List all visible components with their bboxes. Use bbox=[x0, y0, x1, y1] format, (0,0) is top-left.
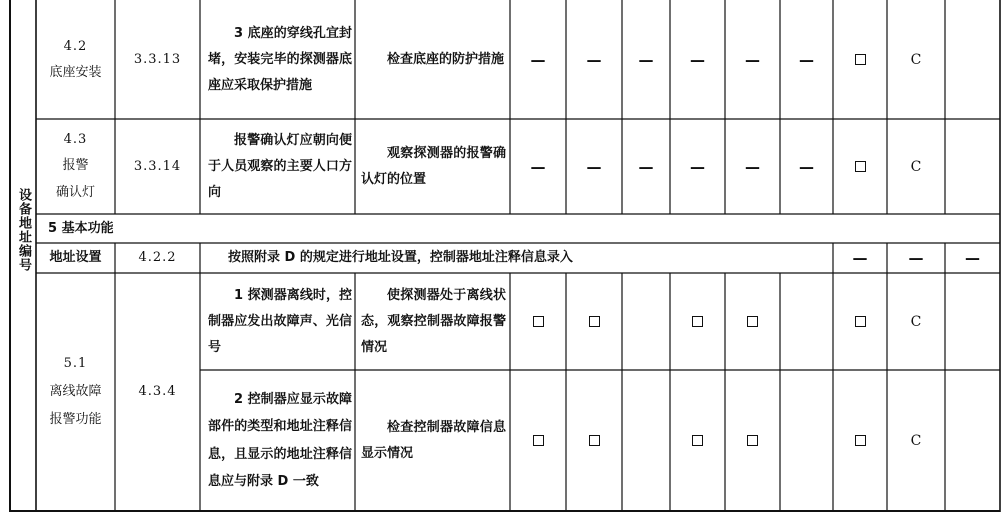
method-cell bbox=[355, 119, 510, 214]
section-header-basic-function: 5 基本功能 bbox=[48, 220, 114, 236]
checkbox-icon[interactable] bbox=[855, 54, 866, 65]
category-cell: C bbox=[910, 313, 922, 330]
result-cell: — bbox=[852, 249, 868, 267]
checkbox-icon[interactable] bbox=[747, 316, 758, 327]
checkbox-icon[interactable] bbox=[747, 435, 758, 446]
item-name-line1: 报警 bbox=[62, 158, 89, 173]
result-cell: — bbox=[690, 50, 705, 69]
checkbox-icon[interactable] bbox=[692, 435, 703, 446]
judgement-checkbox-cell[interactable] bbox=[833, 370, 887, 511]
judgement-checkbox-cell[interactable] bbox=[833, 273, 887, 370]
requirement-text: 2 控制器应显示故障部件的类型和地址注释信息，且显示的地址注释信息应与附录 D 一致 bbox=[208, 391, 352, 489]
result-checkbox-cell[interactable] bbox=[725, 273, 780, 370]
clause-cell: 3.3.13 bbox=[133, 51, 182, 67]
clause-cell: 4.2.2 bbox=[138, 250, 177, 265]
item-no: 4.3 bbox=[63, 132, 88, 147]
result-cell: — bbox=[745, 50, 760, 69]
result-checkbox-cell[interactable] bbox=[510, 370, 566, 511]
result-cell: — bbox=[965, 249, 980, 267]
item-cell-offline-fault bbox=[36, 273, 115, 511]
checkbox-icon[interactable] bbox=[692, 316, 703, 327]
result-cell: — bbox=[530, 157, 546, 176]
requirement-text: 1 探测器离线时，控制器应发出故障声、光信号 bbox=[208, 287, 352, 355]
checkbox-icon[interactable] bbox=[855, 316, 866, 327]
method-text: 使探测器处于离线状态，观察控制器故障报警情况 bbox=[361, 287, 506, 355]
result-cell: — bbox=[908, 249, 924, 267]
result-checkbox-cell[interactable] bbox=[566, 273, 622, 370]
item-no: 5.1 bbox=[63, 356, 88, 371]
requirement-cell bbox=[200, 370, 355, 511]
checkbox-icon[interactable] bbox=[855, 435, 866, 446]
result-cell: — bbox=[690, 157, 705, 176]
item-name-line2: 报警功能 bbox=[49, 412, 102, 427]
item-name-line1: 离线故障 bbox=[49, 384, 102, 399]
item-name-line2: 确认灯 bbox=[55, 185, 95, 200]
result-cell: — bbox=[799, 50, 814, 69]
method-text: 观察探测器的报警确认灯的位置 bbox=[361, 145, 506, 187]
method-text: 检查底座的防护措施 bbox=[387, 51, 505, 67]
result-cell: — bbox=[638, 50, 654, 69]
category-cell: C bbox=[910, 51, 922, 68]
result-cell: — bbox=[586, 157, 602, 176]
requirement-text: 3 底座的穿线孔宜封堵，安装完毕的探测器底座应采取保护措施 bbox=[208, 25, 352, 93]
judgement-checkbox-cell[interactable] bbox=[833, 0, 887, 119]
checkbox-icon[interactable] bbox=[589, 316, 600, 327]
checkbox-icon[interactable] bbox=[855, 161, 866, 172]
method-cell bbox=[355, 370, 510, 511]
result-cell: — bbox=[799, 157, 814, 176]
item-cell-alarm-light bbox=[36, 119, 115, 214]
item-name-address: 地址设置 bbox=[49, 250, 102, 265]
requirement-text: 报警确认灯应朝向便于人员观察的主要人口方向 bbox=[208, 132, 352, 200]
category-cell: C bbox=[910, 432, 922, 449]
result-checkbox-cell[interactable] bbox=[510, 273, 566, 370]
result-cell: — bbox=[586, 50, 602, 69]
address-description: 按照附录 D 的规定进行地址设置，控制器地址注释信息录入 bbox=[228, 250, 573, 265]
result-checkbox-cell[interactable] bbox=[670, 273, 725, 370]
result-cell: — bbox=[530, 50, 546, 69]
item-name: 底座安装 bbox=[49, 64, 102, 80]
result-cell: — bbox=[745, 157, 760, 176]
result-cell: — bbox=[638, 157, 654, 176]
method-cell bbox=[355, 0, 510, 119]
item-no: 4.2 bbox=[63, 38, 88, 54]
result-checkbox-cell[interactable] bbox=[725, 370, 780, 511]
clause-cell: 3.3.14 bbox=[133, 158, 182, 174]
checkbox-icon[interactable] bbox=[589, 435, 600, 446]
checkbox-icon[interactable] bbox=[533, 435, 544, 446]
method-cell bbox=[355, 273, 510, 370]
clause-cell: 4.3.4 bbox=[138, 384, 177, 399]
category-cell: C bbox=[910, 158, 922, 175]
side-label: 设备地址编号 bbox=[16, 188, 31, 272]
result-checkbox-cell[interactable] bbox=[566, 370, 622, 511]
checkbox-icon[interactable] bbox=[533, 316, 544, 327]
requirement-cell bbox=[200, 119, 355, 214]
judgement-checkbox-cell[interactable] bbox=[833, 119, 887, 214]
requirement-cell bbox=[200, 273, 355, 370]
requirement-cell bbox=[200, 0, 355, 119]
result-checkbox-cell[interactable] bbox=[670, 370, 725, 511]
item-cell-base-install bbox=[36, 0, 115, 119]
method-text: 检查控制器故障信息显示情况 bbox=[361, 419, 506, 461]
